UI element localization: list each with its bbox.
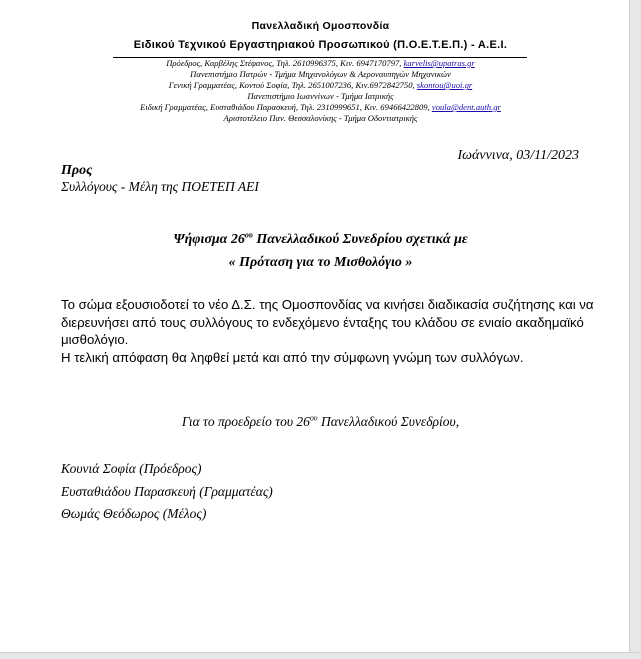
contact-text: Γενική Γραμματέας, Κοντού Σοφία, Τηλ. 2651007236, Κιν.6972842750, — [168, 80, 417, 90]
closing-prefix: Για το προεδρείο του 26 — [181, 414, 310, 429]
signatory: Κουνιά Σοφία (Πρόεδρος) — [61, 461, 202, 476]
email-link[interactable]: voula@dent.auth.gr — [431, 102, 501, 112]
contact-line — [0, 113, 641, 124]
paragraph: Η τελική απόφαση θα ληφθεί μετά και από την σύμφωνη γνώμη των συλλόγων. — [61, 349, 524, 365]
contact-line — [0, 91, 641, 102]
contact-line — [0, 69, 641, 80]
title-prefix: Ψήφισμα 26 — [173, 232, 245, 247]
signatory: Ευσταθιάδου Παρασκευή (Γραμματέας) — [61, 484, 273, 499]
paragraph: Το σώμα εξουσιοδοτεί το νέο Δ.Σ. της Ομοσπονδίας να κινήσει διαδικασία συζήτησης και να διερευνήσει από τους συλλόγους το ενδεχόμενο ένταξης του κλάδου σε ενιαίο ακαδημαϊκό μισθολόγιο. — [61, 297, 594, 347]
contact-text: Αριστοτέλειο Παν. Θεσσαλονίκης - Τμήμα Οδοντιατρικής — [223, 113, 418, 123]
closing-line — [0, 414, 641, 430]
contact-text: Ειδική Γραμματέας, Ευσταθιάδου Παρασκευή, Τηλ. 2310999651, Κιν. 69466422809, — [140, 102, 432, 112]
closing-ordinal: ου — [309, 413, 318, 423]
contact-line — [0, 80, 641, 91]
contact-text: Πανεπιστήμιο Πατρών - Τμήμα Μηχανολόγων & Αεροναυπηγών Μηχανικών — [190, 69, 451, 79]
org-name-line1: Πανελλαδική Ομοσπονδία — [251, 20, 390, 32]
contact-line — [0, 58, 641, 69]
to-label: Προς — [61, 163, 93, 178]
to-recipients: Συλλόγους - Μέλη της ΠΟΕΤΕΠ ΑΕΙ — [61, 179, 259, 194]
contact-text: Πρόεδρος, Καρβέλης Στέφανος, Τηλ. 2610996375, Κιν. 6947170797, — [166, 58, 404, 68]
body-text — [61, 296, 601, 366]
document-subtitle: « Πρόταση για το Μισθολόγιο » — [228, 255, 413, 270]
letter-date: Ιωάννινα, 03/11/2023 — [457, 148, 579, 163]
title-ordinal: ου — [244, 230, 253, 240]
email-link[interactable]: skontou@uoi.gr — [416, 80, 473, 90]
title-suffix: Πανελλαδικού Συνεδρίου σχετικά με — [252, 232, 468, 247]
closing-suffix: Πανελλαδικού Συνεδρίου, — [317, 414, 460, 429]
contact-text: Πανεπιστήμιο Ιωαννίνων - Τμήμα Ιατρικής — [247, 91, 394, 101]
email-link[interactable]: karvelis@upatras.gr — [403, 58, 475, 68]
org-name-line2: Ειδικού Τεχνικού Εργαστηριακού Προσωπικού (Π.Ο.Ε.Τ.Ε.Π.) - Α.Ε.Ι. — [133, 39, 508, 51]
signatory: Θωμάς Θεόδωρος (Μέλος) — [61, 506, 207, 521]
contact-line — [0, 102, 641, 113]
document-title — [0, 232, 641, 248]
